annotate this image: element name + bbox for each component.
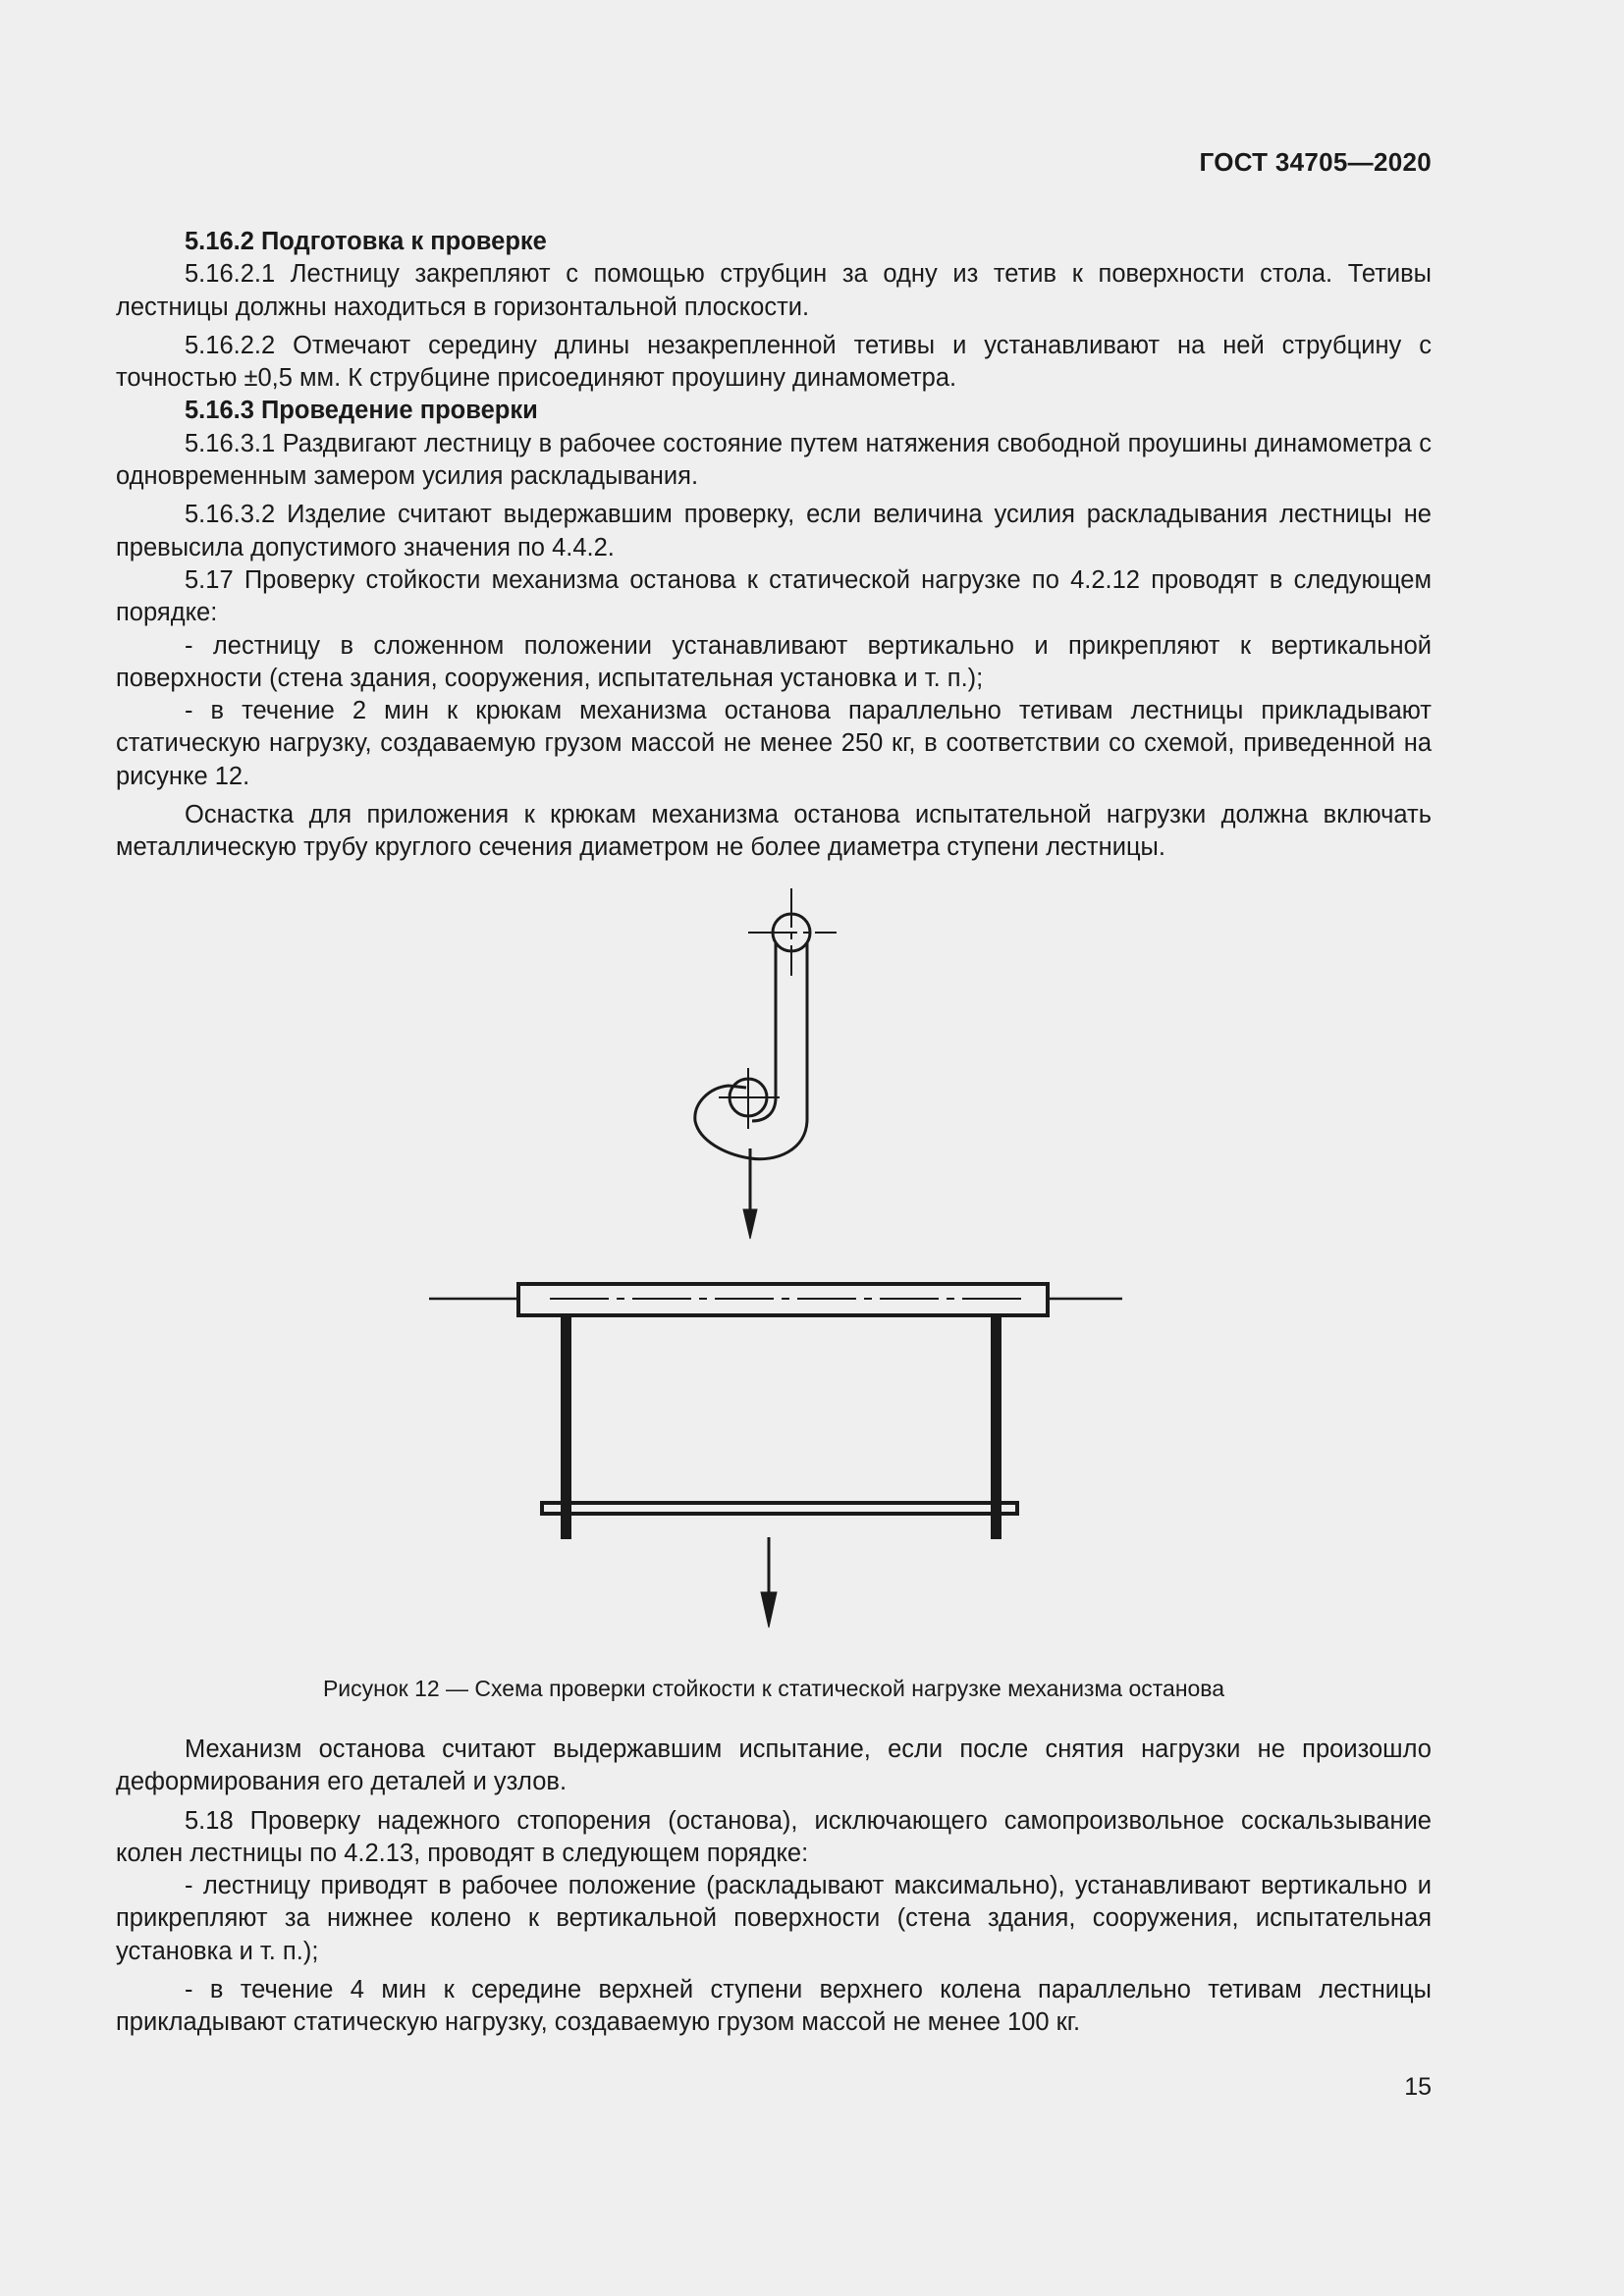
hook-top-ring xyxy=(748,888,837,976)
section-heading: 5.16.2 Подготовка к проверке xyxy=(185,228,547,255)
text-block-top xyxy=(116,226,1432,865)
section-heading: 5.16.3 Проведение проверки xyxy=(185,397,538,425)
paragraph: Механизм останова считают выдержавшим испытание, если после снятия нагрузки не произошло деформирования его деталей и узлов. xyxy=(116,1735,1432,1796)
list-item: - лестницу приводят в рабочее положение (раскладывают максимально), устанавливают вертикально и прикрепляют за нижнее колено к вертикальной поверхности (стена здания, сооружения, испытательная установка и т. п.); xyxy=(116,1872,1432,1965)
text-block-bottom xyxy=(116,1734,1432,2040)
load-arrow-bottom xyxy=(761,1537,777,1628)
list-item: - в течение 2 мин к крюкам механизма останова параллельно тетивам лестницы прикладывают статическую нагрузку, создаваемую грузом массой не менее 250 кг, в соответствии со схемой, приведенной на рисунке 12. xyxy=(116,697,1432,790)
paragraph: 5.16.2.1 Лестницу закрепляют с помощью струбцин за одну из тетив к поверхности стола. Тетивы лестницы должны находиться в горизонтальной плоскости. xyxy=(116,260,1432,321)
paragraph: 5.16.2.2 Отмечают середину длины незакрепленной тетивы и устанавливают на ней струбцину с точностью ±0,5 мм. К струбцине присоединяют проушину динамометра. xyxy=(116,331,1432,393)
hook-lower-ring xyxy=(719,1068,780,1129)
hook-body xyxy=(695,942,807,1159)
page-number: 15 xyxy=(1404,2073,1432,2101)
bottom-bar xyxy=(542,1503,1017,1514)
paragraph: Оснастка для приложения к крюкам механизма останова испытательной нагрузки должна включать металлическую трубу круглого сечения диаметром не более диаметра ступени лестницы. xyxy=(116,801,1432,862)
figure-caption: Рисунок 12 — Схема проверки стойкости к статической нагрузке механизма останова xyxy=(322,1676,1225,1701)
figure-12-diagram xyxy=(0,864,1624,1669)
load-arrow-top xyxy=(743,1148,757,1239)
paragraph: 5.18 Проверку надежного стопорения (останова), исключающего самопроизвольное соскальзывание колен лестницы по 4.2.13, проводят в следующем порядке: xyxy=(116,1806,1432,1867)
list-item: - лестницу в сложенном положении устанавливают вертикально и прикрепляют к вертикальной поверхности (стена здания, сооружения, испытательная установка и т. п.); xyxy=(116,631,1432,692)
paragraph: 5.17 Проверку стойкости механизма останова к статической нагрузке по 4.2.12 проводят в следующем порядке: xyxy=(116,565,1432,627)
paragraph: 5.16.3.2 Изделие считают выдержавшим проверку, если величина усилия раскладывания лестницы не превысила допустимого значения по 4.4.2. xyxy=(116,501,1432,561)
paragraph: 5.16.3.1 Раздвигают лестницу в рабочее состояние путем натяжения свободной проушины динамометра с одновременным замером усилия раскладывания. xyxy=(116,429,1432,491)
document-header: ГОСТ 34705—2020 xyxy=(1199,147,1432,177)
list-item: - в течение 4 мин к середине верхней ступени верхнего колена параллельно тетивам лестницы прикладывают статическую нагрузку, создаваемую грузом массой не менее 100 кг. xyxy=(116,1976,1432,2037)
